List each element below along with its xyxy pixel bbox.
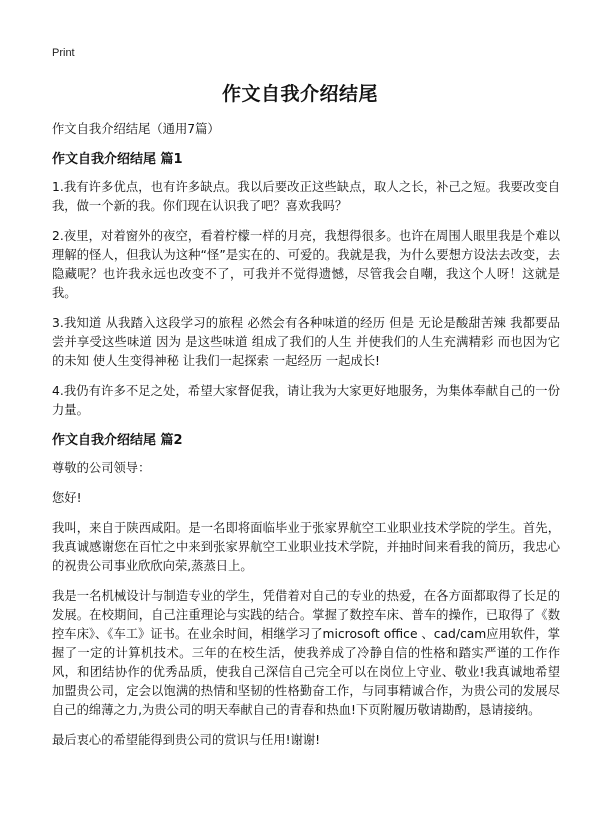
print-link[interactable]: Print — [52, 47, 75, 59]
paragraph: 我是一名机械设计与制造专业的学生，凭借着对自己的专业的热爱，在各方面都取得了长足的发展。在校期间，自己注重理论与实践的结合。掌握了数控车床、普车的操作，已取得了《数控车床》、《车工》证书。在业余时间，相继学习了microsoft office 、cad/cam应用软件，掌握了一定的计算机技术。三年的在校生活，使我养成了冷静自信的性格和踏实严谨的工作作风，和团结协作的优秀品质，使我自己深信自己完全可以在岗位上守业、敬业!我真诚地希望加盟贵公司，定会以饱满的热情和坚韧的性格勤奋工作，与同事精诚合作，为贵公司的发展尽自己的绵薄之力,为贵公司的明天奉献自己的青春和热血!下页附履历敬请勘酌，恳请接纳。 — [52, 589, 561, 717]
page-title: 作文自我介绍结尾 — [221, 83, 378, 105]
paragraph: 1.我有许多优点，也有许多缺点。我以后要改正这些缺点，取人之长，补己之短。我要改变自我，做一个新的我。你们现在认识我了吧？喜欢我吗？ — [52, 180, 560, 213]
paragraph: 4.我仍有许多不足之处，希望大家督促我，请让我为大家更好地服务，为集体奉献自己的一份力量。 — [52, 384, 560, 417]
paragraph: 2.夜里，对着窗外的夜空，看着柠檬一样的月亮，我想得很多。也许在周围人眼里我是个难以理解的怪人，但我认为这种“怪”是实在的、可爱的。我就是我，为什么要想方设法去改变，去隐藏呢？也许我永远也改变不了，可我并不觉得遗憾，尽管我会自嘲，我这个人呀！这就是我。 — [52, 229, 560, 300]
section-heading-2: 作文自我介绍结尾 篇2 — [52, 433, 183, 448]
section-heading-1: 作文自我介绍结尾 篇1 — [52, 152, 183, 167]
salutation: 尊敬的公司领导： — [52, 461, 151, 475]
closing-paragraph: 最后衷心的希望能得到贵公司的赏识与任用!谢谢! — [52, 733, 321, 747]
paragraph: 我叫，来自于陕西咸阳。是一名即将面临毕业于张家界航空工业职业技术学院的学生。首先，我真诚感谢您在百忙之中来到张家界航空工业职业技术学院，并抽时间来看我的简历，我忠心的祝贵公司事业欣欣向荣,蒸蒸日上。 — [52, 521, 560, 573]
document-subtitle: 作文自我介绍结尾（通用7篇） — [52, 122, 220, 136]
greeting: 您好! — [52, 491, 82, 505]
paragraph: 3.我知道 从我踏入这段学习的旅程 必然会有各种味道的经历 但是 无论是酸甜苦辣 我都要品尝并享受这些味道 因为 是这些味道 组成了我们的人生 并使我们的人生充满精彩 而也因为它的未知 使人生变得神秘 让我们一起探索 一起经历 一起成长! — [52, 316, 560, 368]
document-body — [52, 120, 560, 761]
